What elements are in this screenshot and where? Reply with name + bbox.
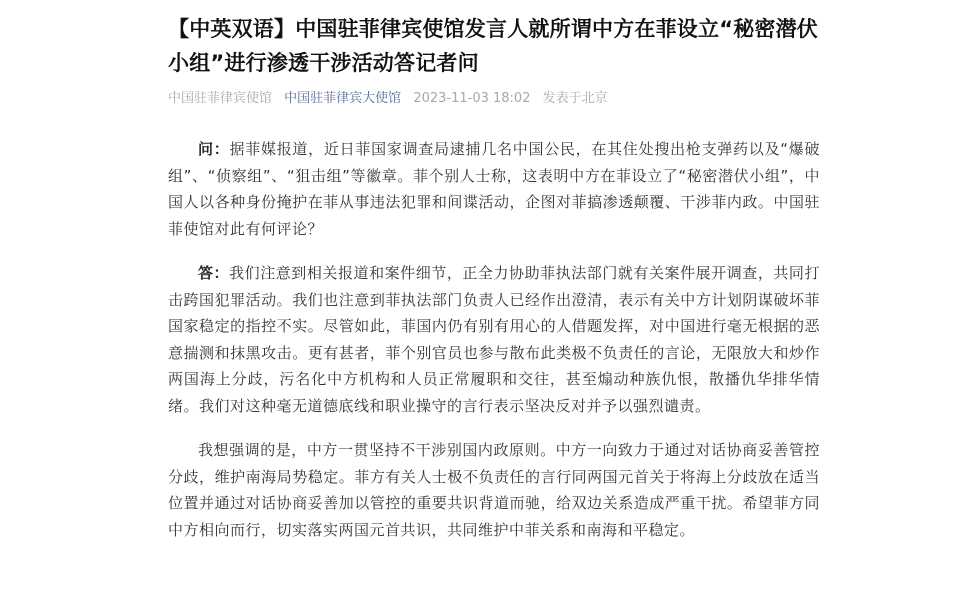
paragraph-answer	[168, 260, 820, 419]
question-label: 问：	[198, 140, 230, 158]
publish-datetime: 2023-11-03 18:02	[413, 91, 531, 106]
paragraph-text: 我想强调的是，中方一贯坚持不干涉别国内政原则。中方一向致力于通过对话协商妥善管控分歧，维护南海局势稳定。菲方有关人士极不负责任的言行同两国元首关于将海上分歧放在适当位置并通过对话协商妥善加以管控的重要共识背道而驰，给双边关系造成严重干扰。希望菲方同中方相向而行，切实落实两国元首共识，共同维护中菲关系和南海和平稳定。	[168, 441, 820, 539]
paragraph-question	[168, 136, 820, 242]
article	[168, 0, 820, 543]
paragraph-emphasis	[168, 437, 820, 543]
answer-label: 答：	[198, 264, 230, 282]
article-title: 【中英双语】中国驻菲律宾使馆发言人就所谓中方在菲设立“秘密潜伏小组”进行渗透干涉活动答记者问	[168, 17, 818, 75]
publish-location: 发表于北京	[542, 91, 608, 106]
paragraph-text: 据菲媒报道，近日菲国家调查局逮捕几名中国公民，在其住处搜出枪支弹药以及“爆破组”、“侦察组”、“狙击组”等徽章。菲个别人士称，这表明中方在菲设立了“秘密潜伏小组”，中国人以各种身份掩护在菲从事违法犯罪和间谍活动，企图对菲搞渗透颠覆、干涉菲内政。中国驻菲使馆对此有何评论？	[168, 140, 820, 238]
account-name-link[interactable]: 中国驻菲律宾大使馆	[284, 91, 402, 106]
paragraph-text: 我们注意到相关报道和案件细节，正全力协助菲执法部门就有关案件展开调查，共同打击跨国犯罪活动。我们也注意到菲执法部门负责人已经作出澄清，表示有关中方计划阴谋破坏菲国家稳定的指控不实。尽管如此，菲国内仍有别有用心的人借题发挥，对中国进行毫无根据的恶意揣测和抹黑攻击。更有甚者，菲个别官员也参与散布此类极不负责任的言论，无限放大和炒作两国海上分歧，污名化中方机构和人员正常履职和交往，甚至煽动种族仇恨，散播仇华排华情绪。我们对这种毫无道德底线和职业操守的言行表示坚决反对并予以强烈谴责。	[168, 264, 820, 415]
author-name: 中国驻菲律宾使馆	[168, 91, 273, 106]
article-body	[168, 136, 820, 543]
article-meta	[168, 90, 820, 108]
